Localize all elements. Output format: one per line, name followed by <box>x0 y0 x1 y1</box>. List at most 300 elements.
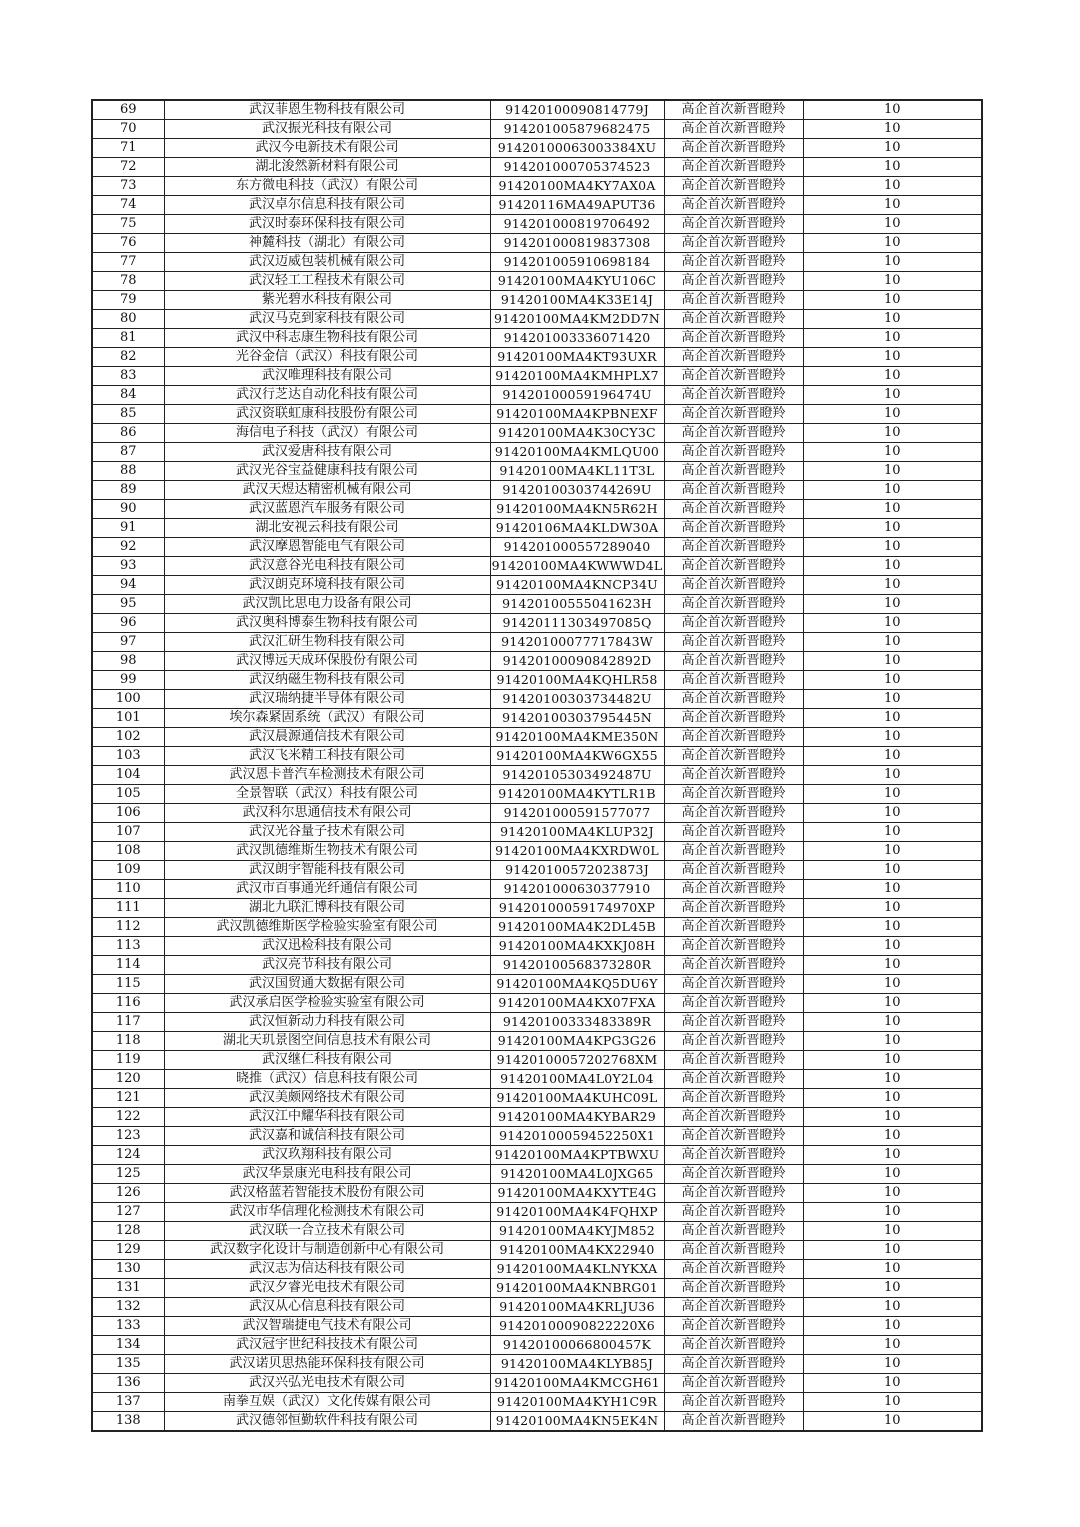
row-number-cell: 74 <box>92 196 164 215</box>
company-name-cell: 武汉奥科博泰生物科技有限公司 <box>164 614 490 633</box>
row-number-cell: 82 <box>92 348 164 367</box>
credit-code-cell: 91420100333483389R <box>490 1013 664 1032</box>
company-name-cell: 武汉夕睿光电技术有限公司 <box>164 1279 490 1298</box>
category-cell: 高企首次新晋瞪羚 <box>664 956 803 975</box>
category-cell: 高企首次新晋瞪羚 <box>664 880 803 899</box>
credit-code-cell: 91420100MA4KLNYKXA <box>490 1260 664 1279</box>
table-row <box>92 1222 982 1241</box>
credit-code-cell: 91420100MA4KUHC09L <box>490 1089 664 1108</box>
row-number-cell: 111 <box>92 899 164 918</box>
company-name-cell: 武汉嘉和诚信科技有限公司 <box>164 1127 490 1146</box>
credit-code-cell: 91420100MA4KPBNEXF <box>490 405 664 424</box>
table-row <box>92 272 982 291</box>
table-row <box>92 557 982 576</box>
company-name-cell: 武汉智瑞捷电气技术有限公司 <box>164 1317 490 1336</box>
credit-code-cell: 91420100MA4KXYTE4G <box>490 1184 664 1203</box>
table-row <box>92 709 982 728</box>
credit-code-cell: 91420100MA4KPG3G26 <box>490 1032 664 1051</box>
credit-code-cell: 91420106MA4KLDW30A <box>490 519 664 538</box>
credit-code-cell: 914201000819706492 <box>490 215 664 234</box>
credit-code-cell: 91420100059196474U <box>490 386 664 405</box>
category-cell: 高企首次新晋瞪羚 <box>664 1146 803 1165</box>
credit-code-cell: 91420100MA4KL11T3L <box>490 462 664 481</box>
category-cell: 高企首次新晋瞪羚 <box>664 785 803 804</box>
category-cell: 高企首次新晋瞪羚 <box>664 937 803 956</box>
row-number-cell: 88 <box>92 462 164 481</box>
score-cell: 10 <box>803 614 982 633</box>
category-cell: 高企首次新晋瞪羚 <box>664 1089 803 1108</box>
row-number-cell: 119 <box>92 1051 164 1070</box>
table-row <box>92 253 982 272</box>
score-cell: 10 <box>803 234 982 253</box>
table-row <box>92 1184 982 1203</box>
score-cell: 10 <box>803 652 982 671</box>
score-cell: 10 <box>803 595 982 614</box>
row-number-cell: 117 <box>92 1013 164 1032</box>
company-list-table <box>91 99 983 1432</box>
credit-code-cell: 91420100MA4KX22940 <box>490 1241 664 1260</box>
credit-code-cell: 91420100572023873J <box>490 861 664 880</box>
company-name-cell: 武汉联一合立技术有限公司 <box>164 1222 490 1241</box>
score-cell: 10 <box>803 272 982 291</box>
score-cell: 10 <box>803 709 982 728</box>
table-row <box>92 1108 982 1127</box>
score-cell: 10 <box>803 728 982 747</box>
table-row <box>92 766 982 785</box>
category-cell: 高企首次新晋瞪羚 <box>664 272 803 291</box>
credit-code-cell: 91420100MA4KNBRG01 <box>490 1279 664 1298</box>
company-name-cell: 武汉迈威包装机械有限公司 <box>164 253 490 272</box>
score-cell: 10 <box>803 1241 982 1260</box>
table-row <box>92 443 982 462</box>
table-row <box>92 519 982 538</box>
score-cell: 10 <box>803 215 982 234</box>
credit-code-cell: 91420100MA4KQHLR58 <box>490 671 664 690</box>
company-name-cell: 晓推（武汉）信息科技有限公司 <box>164 1070 490 1089</box>
category-cell: 高企首次新晋瞪羚 <box>664 1336 803 1355</box>
company-name-cell: 武汉意谷光电科技有限公司 <box>164 557 490 576</box>
company-name-cell: 武汉摩恩智能电气有限公司 <box>164 538 490 557</box>
credit-code-cell: 914201005910698184 <box>490 253 664 272</box>
credit-code-cell: 914201000557289040 <box>490 538 664 557</box>
company-name-cell: 埃尔森紧固系统（武汉）有限公司 <box>164 709 490 728</box>
row-number-cell: 118 <box>92 1032 164 1051</box>
table-row <box>92 975 982 994</box>
category-cell: 高企首次新晋瞪羚 <box>664 1374 803 1393</box>
table-row <box>92 1241 982 1260</box>
score-cell: 10 <box>803 690 982 709</box>
row-number-cell: 81 <box>92 329 164 348</box>
credit-code-cell: 91420100MA4KRLJU36 <box>490 1298 664 1317</box>
row-number-cell: 116 <box>92 994 164 1013</box>
category-cell: 高企首次新晋瞪羚 <box>664 614 803 633</box>
score-cell: 10 <box>803 880 982 899</box>
company-name-cell: 武汉市百事通光纤通信有限公司 <box>164 880 490 899</box>
score-cell: 10 <box>803 842 982 861</box>
category-cell: 高企首次新晋瞪羚 <box>664 253 803 272</box>
credit-code-cell: 91420100MA4KNCP34U <box>490 576 664 595</box>
row-number-cell: 131 <box>92 1279 164 1298</box>
row-number-cell: 126 <box>92 1184 164 1203</box>
category-cell: 高企首次新晋瞪羚 <box>664 329 803 348</box>
company-name-cell: 武汉中科志康生物科技有限公司 <box>164 329 490 348</box>
score-cell: 10 <box>803 1089 982 1108</box>
score-cell: 10 <box>803 956 982 975</box>
row-number-cell: 125 <box>92 1165 164 1184</box>
company-name-cell: 神麓科技（湖北）有限公司 <box>164 234 490 253</box>
table-row <box>92 215 982 234</box>
company-name-cell: 武汉天煜达精密机械有限公司 <box>164 481 490 500</box>
table-row <box>92 329 982 348</box>
row-number-cell: 122 <box>92 1108 164 1127</box>
score-cell: 10 <box>803 100 982 120</box>
score-cell: 10 <box>803 462 982 481</box>
company-name-cell: 武汉博远天成环保股份有限公司 <box>164 652 490 671</box>
credit-code-cell: 91420100MA4K4FQHXP <box>490 1203 664 1222</box>
table-row <box>92 1279 982 1298</box>
row-number-cell: 113 <box>92 937 164 956</box>
score-cell: 10 <box>803 823 982 842</box>
row-number-cell: 100 <box>92 690 164 709</box>
row-number-cell: 85 <box>92 405 164 424</box>
row-number-cell: 107 <box>92 823 164 842</box>
score-cell: 10 <box>803 1317 982 1336</box>
table-row <box>92 728 982 747</box>
row-number-cell: 109 <box>92 861 164 880</box>
category-cell: 高企首次新晋瞪羚 <box>664 500 803 519</box>
score-cell: 10 <box>803 1412 982 1432</box>
score-cell: 10 <box>803 348 982 367</box>
score-cell: 10 <box>803 310 982 329</box>
score-cell: 10 <box>803 177 982 196</box>
category-cell: 高企首次新晋瞪羚 <box>664 1032 803 1051</box>
category-cell: 高企首次新晋瞪羚 <box>664 728 803 747</box>
credit-code-cell: 91420100MA4KXRDW0L <box>490 842 664 861</box>
company-name-cell: 武汉振光科技有限公司 <box>164 120 490 139</box>
credit-code-cell: 91420100MA4KME350N <box>490 728 664 747</box>
company-name-cell: 武汉兴弘光电技术有限公司 <box>164 1374 490 1393</box>
category-cell: 高企首次新晋瞪羚 <box>664 652 803 671</box>
company-name-cell: 全景智联（武汉）科技有限公司 <box>164 785 490 804</box>
table-row <box>92 1374 982 1393</box>
category-cell: 高企首次新晋瞪羚 <box>664 747 803 766</box>
table-row <box>92 956 982 975</box>
table-row <box>92 937 982 956</box>
row-number-cell: 128 <box>92 1222 164 1241</box>
company-name-cell: 武汉轻工工程技术有限公司 <box>164 272 490 291</box>
company-name-cell: 武汉爱唐科技有限公司 <box>164 443 490 462</box>
score-cell: 10 <box>803 557 982 576</box>
category-cell: 高企首次新晋瞪羚 <box>664 1412 803 1432</box>
table-row <box>92 1412 982 1432</box>
score-cell: 10 <box>803 1127 982 1146</box>
row-number-cell: 86 <box>92 424 164 443</box>
score-cell: 10 <box>803 291 982 310</box>
row-number-cell: 72 <box>92 158 164 177</box>
score-cell: 10 <box>803 1279 982 1298</box>
category-cell: 高企首次新晋瞪羚 <box>664 348 803 367</box>
credit-code-cell: 91420100090814779J <box>490 100 664 120</box>
company-name-cell: 湖北九联汇博科技有限公司 <box>164 899 490 918</box>
category-cell: 高企首次新晋瞪羚 <box>664 538 803 557</box>
table-row <box>92 120 982 139</box>
table-row <box>92 804 982 823</box>
score-cell: 10 <box>803 861 982 880</box>
credit-code-cell: 91420100059174970XP <box>490 899 664 918</box>
category-cell: 高企首次新晋瞪羚 <box>664 1355 803 1374</box>
category-cell: 高企首次新晋瞪羚 <box>664 120 803 139</box>
credit-code-cell: 91420100MA4KYBAR29 <box>490 1108 664 1127</box>
row-number-cell: 108 <box>92 842 164 861</box>
table-row <box>92 671 982 690</box>
category-cell: 高企首次新晋瞪羚 <box>664 1108 803 1127</box>
table-body <box>92 100 982 1431</box>
table-row <box>92 785 982 804</box>
credit-code-cell: 91420100MA4K33E14J <box>490 291 664 310</box>
row-number-cell: 84 <box>92 386 164 405</box>
company-name-cell: 武汉光谷宝益健康科技有限公司 <box>164 462 490 481</box>
company-name-cell: 湖北天玑景图空间信息技术有限公司 <box>164 1032 490 1051</box>
company-name-cell: 武汉飞米精工科技有限公司 <box>164 747 490 766</box>
score-cell: 10 <box>803 1070 982 1089</box>
category-cell: 高企首次新晋瞪羚 <box>664 367 803 386</box>
table-row <box>92 424 982 443</box>
row-number-cell: 80 <box>92 310 164 329</box>
category-cell: 高企首次新晋瞪羚 <box>664 595 803 614</box>
category-cell: 高企首次新晋瞪羚 <box>664 1279 803 1298</box>
company-name-cell: 武汉格蓝若智能技术股份有限公司 <box>164 1184 490 1203</box>
table-row <box>92 1165 982 1184</box>
credit-code-cell: 914201003336071420 <box>490 329 664 348</box>
company-name-cell: 湖北安视云科技有限公司 <box>164 519 490 538</box>
row-number-cell: 123 <box>92 1127 164 1146</box>
category-cell: 高企首次新晋瞪羚 <box>664 899 803 918</box>
score-cell: 10 <box>803 1146 982 1165</box>
row-number-cell: 114 <box>92 956 164 975</box>
row-number-cell: 90 <box>92 500 164 519</box>
score-cell: 10 <box>803 747 982 766</box>
credit-code-cell: 91420105303492487U <box>490 766 664 785</box>
score-cell: 10 <box>803 1032 982 1051</box>
company-name-cell: 武汉朗克环境科技有限公司 <box>164 576 490 595</box>
table-row <box>92 1317 982 1336</box>
category-cell: 高企首次新晋瞪羚 <box>664 975 803 994</box>
row-number-cell: 93 <box>92 557 164 576</box>
category-cell: 高企首次新晋瞪羚 <box>664 291 803 310</box>
company-name-cell: 东方微电科技（武汉）有限公司 <box>164 177 490 196</box>
score-cell: 10 <box>803 671 982 690</box>
credit-code-cell: 91420100MA4KWWWD4L <box>490 557 664 576</box>
row-number-cell: 76 <box>92 234 164 253</box>
category-cell: 高企首次新晋瞪羚 <box>664 1051 803 1070</box>
category-cell: 高企首次新晋瞪羚 <box>664 1165 803 1184</box>
table-row <box>92 481 982 500</box>
table-row <box>92 310 982 329</box>
score-cell: 10 <box>803 120 982 139</box>
company-name-cell: 紫光碧水科技有限公司 <box>164 291 490 310</box>
company-name-cell: 武汉国贸通大数据有限公司 <box>164 975 490 994</box>
row-number-cell: 134 <box>92 1336 164 1355</box>
score-cell: 10 <box>803 1013 982 1032</box>
credit-code-cell: 91420100059452250X1 <box>490 1127 664 1146</box>
table-row <box>92 1127 982 1146</box>
table-row <box>92 994 982 1013</box>
table-row <box>92 158 982 177</box>
score-cell: 10 <box>803 918 982 937</box>
row-number-cell: 104 <box>92 766 164 785</box>
category-cell: 高企首次新晋瞪羚 <box>664 1241 803 1260</box>
credit-code-cell: 91420100MA4KX07FXA <box>490 994 664 1013</box>
table-row <box>92 1393 982 1412</box>
score-cell: 10 <box>803 1355 982 1374</box>
score-cell: 10 <box>803 538 982 557</box>
row-number-cell: 101 <box>92 709 164 728</box>
score-cell: 10 <box>803 1051 982 1070</box>
score-cell: 10 <box>803 405 982 424</box>
row-number-cell: 97 <box>92 633 164 652</box>
table-row <box>92 139 982 158</box>
credit-code-cell: 91420100MA4KT93UXR <box>490 348 664 367</box>
score-cell: 10 <box>803 1298 982 1317</box>
company-name-cell: 武汉唯理科技有限公司 <box>164 367 490 386</box>
credit-code-cell: 91420100066800457K <box>490 1336 664 1355</box>
score-cell: 10 <box>803 899 982 918</box>
company-name-cell: 武汉市华信理化检测技术有限公司 <box>164 1203 490 1222</box>
row-number-cell: 94 <box>92 576 164 595</box>
company-name-cell: 武汉今电新技术有限公司 <box>164 139 490 158</box>
credit-code-cell: 914201000705374523 <box>490 158 664 177</box>
credit-code-cell: 91420100MA4K2DL45B <box>490 918 664 937</box>
category-cell: 高企首次新晋瞪羚 <box>664 139 803 158</box>
credit-code-cell: 91420100303795445N <box>490 709 664 728</box>
company-name-cell: 武汉纳磁生物科技有限公司 <box>164 671 490 690</box>
row-number-cell: 115 <box>92 975 164 994</box>
company-name-cell: 武汉凯德维斯医学检验实验室有限公司 <box>164 918 490 937</box>
credit-code-cell: 91420100090842892D <box>490 652 664 671</box>
row-number-cell: 91 <box>92 519 164 538</box>
company-name-cell: 武汉瑞纳捷半导体有限公司 <box>164 690 490 709</box>
score-cell: 10 <box>803 766 982 785</box>
row-number-cell: 95 <box>92 595 164 614</box>
score-cell: 10 <box>803 481 982 500</box>
credit-code-cell: 91420100MA4KW6GX55 <box>490 747 664 766</box>
company-name-cell: 武汉晨源通信技术有限公司 <box>164 728 490 747</box>
score-cell: 10 <box>803 804 982 823</box>
company-name-cell: 武汉继仁科技有限公司 <box>164 1051 490 1070</box>
score-cell: 10 <box>803 367 982 386</box>
credit-code-cell: 91420111303497085Q <box>490 614 664 633</box>
score-cell: 10 <box>803 785 982 804</box>
score-cell: 10 <box>803 443 982 462</box>
category-cell: 高企首次新晋瞪羚 <box>664 918 803 937</box>
table-row <box>92 1298 982 1317</box>
credit-code-cell: 91420100063003384XU <box>490 139 664 158</box>
score-cell: 10 <box>803 1393 982 1412</box>
table-row <box>92 177 982 196</box>
row-number-cell: 121 <box>92 1089 164 1108</box>
credit-code-cell: 91420100MA4L0Y2L04 <box>490 1070 664 1089</box>
company-name-cell: 武汉江中耀华科技有限公司 <box>164 1108 490 1127</box>
table-row <box>92 1089 982 1108</box>
row-number-cell: 120 <box>92 1070 164 1089</box>
category-cell: 高企首次新晋瞪羚 <box>664 100 803 120</box>
category-cell: 高企首次新晋瞪羚 <box>664 443 803 462</box>
score-cell: 10 <box>803 1336 982 1355</box>
table-row <box>92 500 982 519</box>
credit-code-cell: 91420100MA4KMHPLX7 <box>490 367 664 386</box>
score-cell: 10 <box>803 1165 982 1184</box>
score-cell: 10 <box>803 1108 982 1127</box>
row-number-cell: 87 <box>92 443 164 462</box>
table-row <box>92 234 982 253</box>
category-cell: 高企首次新晋瞪羚 <box>664 576 803 595</box>
row-number-cell: 112 <box>92 918 164 937</box>
credit-code-cell: 91420100MA4KY7AX0A <box>490 177 664 196</box>
row-number-cell: 137 <box>92 1393 164 1412</box>
row-number-cell: 127 <box>92 1203 164 1222</box>
row-number-cell: 106 <box>92 804 164 823</box>
score-cell: 10 <box>803 158 982 177</box>
table-row <box>92 652 982 671</box>
score-cell: 10 <box>803 329 982 348</box>
score-cell: 10 <box>803 1184 982 1203</box>
row-number-cell: 99 <box>92 671 164 690</box>
category-cell: 高企首次新晋瞪羚 <box>664 234 803 253</box>
category-cell: 高企首次新晋瞪羚 <box>664 823 803 842</box>
company-name-cell: 武汉志为信达科技有限公司 <box>164 1260 490 1279</box>
score-cell: 10 <box>803 424 982 443</box>
category-cell: 高企首次新晋瞪羚 <box>664 424 803 443</box>
credit-code-cell: 91420100MA4KN5EK4N <box>490 1412 664 1432</box>
table-row <box>92 690 982 709</box>
table-row <box>92 747 982 766</box>
row-number-cell: 102 <box>92 728 164 747</box>
company-name-cell: 武汉资联虹康科技股份有限公司 <box>164 405 490 424</box>
score-cell: 10 <box>803 386 982 405</box>
table-row <box>92 386 982 405</box>
credit-code-cell: 91420100MA4KYJM852 <box>490 1222 664 1241</box>
category-cell: 高企首次新晋瞪羚 <box>664 690 803 709</box>
credit-code-cell: 914201005879682475 <box>490 120 664 139</box>
credit-code-cell: 91420100MA4KYU106C <box>490 272 664 291</box>
category-cell: 高企首次新晋瞪羚 <box>664 1393 803 1412</box>
table-row <box>92 1013 982 1032</box>
company-name-cell: 武汉从心信息科技有限公司 <box>164 1298 490 1317</box>
table-row <box>92 1051 982 1070</box>
table-row <box>92 405 982 424</box>
table-row <box>92 576 982 595</box>
credit-code-cell: 91420100MA4KQ5DU6Y <box>490 975 664 994</box>
score-cell: 10 <box>803 975 982 994</box>
row-number-cell: 130 <box>92 1260 164 1279</box>
score-cell: 10 <box>803 1203 982 1222</box>
category-cell: 高企首次新晋瞪羚 <box>664 1070 803 1089</box>
company-name-cell: 武汉科尔思通信技术有限公司 <box>164 804 490 823</box>
credit-code-cell: 91420100303744269U <box>490 481 664 500</box>
score-cell: 10 <box>803 500 982 519</box>
row-number-cell: 103 <box>92 747 164 766</box>
row-number-cell: 138 <box>92 1412 164 1432</box>
category-cell: 高企首次新晋瞪羚 <box>664 1184 803 1203</box>
credit-code-cell: 91420100555041623H <box>490 595 664 614</box>
category-cell: 高企首次新晋瞪羚 <box>664 196 803 215</box>
credit-code-cell: 914201000630377910 <box>490 880 664 899</box>
table-row <box>92 1260 982 1279</box>
category-cell: 高企首次新晋瞪羚 <box>664 405 803 424</box>
category-cell: 高企首次新晋瞪羚 <box>664 177 803 196</box>
table-row <box>92 462 982 481</box>
table-row <box>92 196 982 215</box>
